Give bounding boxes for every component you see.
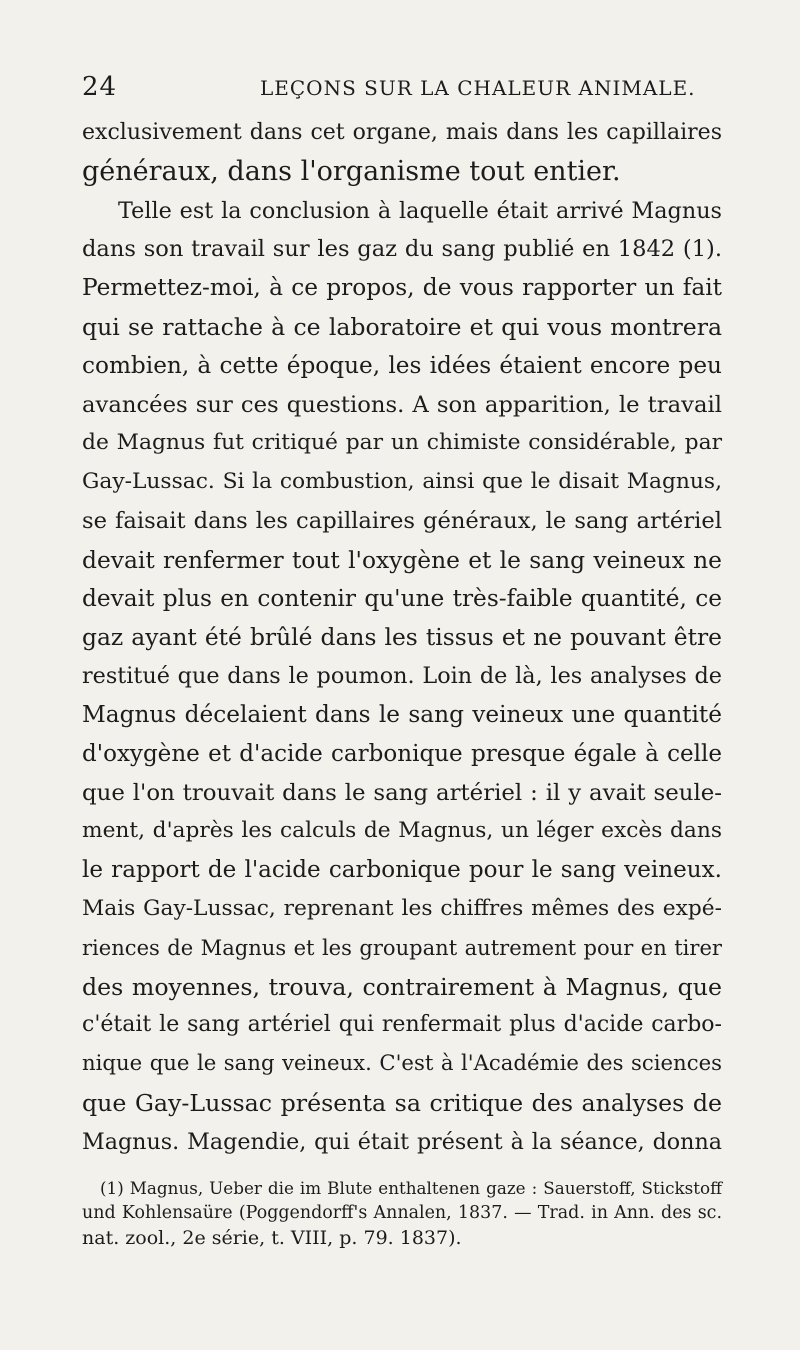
footnote-line: und Kohlensaüre (Poggendorff's Annalen, 1837. — Trad. in Ann. des sc. — [82, 1202, 722, 1223]
text-line: que l'on trouvait dans le sang artériel : il y avait seule- — [82, 779, 722, 806]
text-line: c'était le sang artériel qui renfermait plus d'acide carbo- — [82, 1012, 722, 1038]
text-line: se faisait dans les capillaires généraux, le sang artériel — [82, 507, 722, 534]
text-line: Magnus. Magendie, qui était présent à la séance, donna — [82, 1128, 722, 1155]
text-line: d'oxygène et d'acide carbonique presque égale à celle — [82, 740, 722, 767]
text-line: combien, à cette époque, les idées étaient encore peu — [82, 351, 722, 379]
text-line: devait plus en contenir qu'une très-faible quantité, ce — [82, 584, 722, 612]
text-line: Telle est la conclusion à laquelle était arrivé Magnus — [118, 197, 722, 224]
text-line: ment, d'après les calculs de Magnus, un léger excès dans — [82, 818, 722, 844]
footnotes — [82, 1176, 722, 1251]
text-line: des moyennes, trouva, contrairement à Magnus, que — [82, 972, 722, 1001]
text-line: Permettez-moi, à ce propos, de vous rapporter un fait — [82, 274, 722, 302]
text-line: de Magnus fut critiqué par un chimiste considérable, par — [82, 430, 722, 456]
text-line: restitué que dans le poumon. Loin de là, les analyses de — [82, 663, 722, 690]
text-line: exclusivement dans cet organe, mais dans les capillaires — [82, 120, 722, 145]
text-line: que Gay-Lussac présenta sa critique des analyses de — [82, 1088, 722, 1117]
text-line: qui se rattache à ce laboratoire et qui vous montrera — [82, 312, 722, 341]
body-text — [82, 114, 722, 1162]
running-title: LEÇONS SUR LA CHALEUR ANIMALE. — [260, 76, 696, 100]
text-line: Mais Gay-Lussac, reprenant les chiffres mêmes des expé- — [82, 895, 722, 921]
text-line: riences de Magnus et les groupant autrement pour en tirer — [82, 934, 722, 960]
footnote-line: nat. zool., 2e série, t. VIII, p. 79. 1837). — [82, 1226, 462, 1249]
text-line: avancées sur ces questions. A son apparition, le travail — [82, 391, 722, 418]
text-line: Magnus décelaient dans le sang veineux une quantité — [82, 700, 722, 728]
page-header — [82, 72, 722, 106]
footnote-line: (1) Magnus, Ueber die im Blute enthaltenen gaze : Sauerstoff, Stickstoff — [100, 1177, 722, 1198]
text-line: dans son travail sur les gaz du sang publié en 1842 (1). — [82, 236, 722, 263]
text-line: devait renfermer tout l'oxygène et le sang veineux ne — [82, 545, 722, 574]
text-line: le rapport de l'acide carbonique pour le sang veineux. — [82, 857, 722, 884]
text-line: généraux, dans l'organisme tout entier. — [82, 155, 621, 187]
text-line: nique que le sang veineux. C'est à l'Académie des sciences — [82, 1051, 722, 1077]
text-line: Gay-Lussac. Si la combustion, ainsi que le disait Magnus, — [82, 469, 722, 495]
page-number: 24 — [82, 72, 118, 102]
book-page — [82, 72, 722, 1251]
text-line: gaz ayant été brûlé dans les tissus et ne pouvant être — [82, 623, 722, 652]
